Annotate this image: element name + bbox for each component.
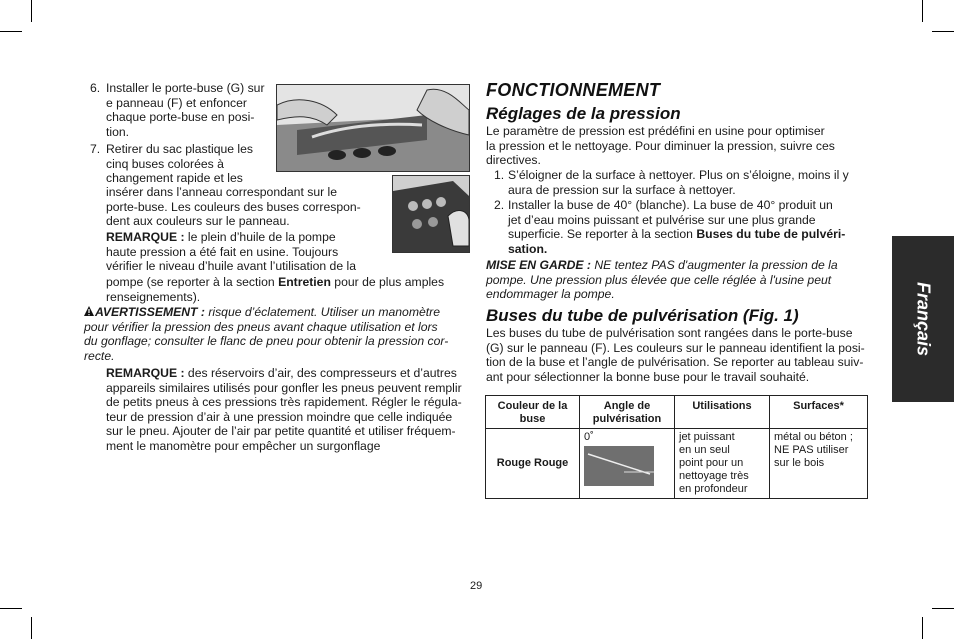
- remarque-oil: REMARQUE : le plein d’huile de la pompe haute pression a été fait en usine. Toujours vérifier le niveau d’huile avant l’utilisation de la: [106, 230, 356, 274]
- crop-mark: [932, 608, 954, 609]
- pression-step-1: S’éloigner de la surface à nettoyer. Plus on s’éloigne, moins il y aura de pression sur la surface à nettoyer.: [508, 168, 849, 197]
- table-header: Angle de pulvérisation: [580, 396, 675, 429]
- table-header: Couleur de la buse: [486, 396, 580, 429]
- language-tab: [892, 236, 954, 402]
- crop-mark: [922, 0, 923, 22]
- table-header: Utilisations: [675, 396, 770, 429]
- remarque-air: REMARQUE : des réservoirs d’air, des compresseurs et d’autres appareils similaires utilisés pour gonfler les pneus peuvent remplir de petits pneus à ces pressions très rapidement. Régler le régula- teur de pression d’air à une pression moindre que celle indiquée sur le pneu. Ajouter de l’air par petite quantité et utiliser fréquem- ment le manomètre pour empêcher un surgonflage: [106, 366, 462, 453]
- page-number: 29: [470, 580, 483, 592]
- step-number: 2.: [494, 198, 505, 212]
- crop-mark: [932, 31, 954, 32]
- crop-mark: [31, 0, 32, 22]
- remarque-oil-cont: pompe (se reporter à la section Entretien pour de plus amples renseignements).: [106, 275, 445, 304]
- section-title: FONCTIONNEMENT: [486, 80, 661, 100]
- mise-en-garde: MISE EN GARDE : NE tentez PAS d'augmenter la pression de la pompe. Une pression plus élevée que celle réglée à l'usine peut endommager la pompe.: [486, 258, 838, 302]
- step-7-text: Retirer du sac plastique les cinq buses colorées à changement rapide et les: [106, 142, 253, 186]
- nozzle-angle-cell: [580, 429, 675, 499]
- item-number: 6.: [90, 81, 101, 95]
- nozzle-table: [485, 395, 868, 499]
- nozzle-ring-illustration: [392, 175, 470, 253]
- step-number: 1.: [494, 168, 505, 182]
- warning-text: AVERTISSEMENT : risque d’éclatement. Utiliser un manomètre pour vérifier la pression des pneus avant chaque utilisation et lors du gonflage; consulter le flanc de pneu pour obtenir la pression cor- recte.: [84, 305, 449, 363]
- heading-pression: Réglages de la pression: [486, 104, 681, 123]
- nozzle-uses: jet puissant en un seul point pour un nettoyage très en profondeur: [675, 429, 770, 499]
- nozzle-color: Rouge Rouge: [486, 429, 580, 499]
- spray-pattern-image: [584, 446, 654, 486]
- table-row: [486, 429, 868, 499]
- item-number: 7.: [90, 142, 101, 156]
- crop-mark: [0, 608, 22, 609]
- nozzle-surfaces: métal ou béton ; NE PAS utiliser sur le bois: [770, 429, 868, 499]
- buses-intro: Les buses du tube de pulvérisation sont rangées dans le porte-buse (G) sur le panneau (F). Les couleurs sur le panneau identifient la posi- tion de la buse et l’angle de pulvérisation. Se reporter au tableau suiv- ant pour sélectionner la bonne buse pour le travail souhaité.: [486, 326, 865, 384]
- nozzle-holder-illustration: [276, 84, 470, 172]
- language-tab-label: Français: [913, 281, 934, 357]
- crop-mark: [922, 617, 923, 639]
- heading-buses: Buses du tube de pulvérisation (Fig. 1): [486, 306, 799, 325]
- nozzle-angle: 0˚: [584, 431, 594, 443]
- pression-step-2: Installer la buse de 40° (blanche). La buse de 40° produit un jet d’eau moins puissant et pulvérise sur une plus grande superficie. Se reporter à la section Buses du tube de pulvéri- sation.: [508, 198, 846, 256]
- step-6-text: Installer le porte-buse (G) sur e panneau (F) et enfoncer chaque porte-buse en posi- tion.: [106, 81, 265, 139]
- crop-mark: [31, 617, 32, 639]
- pression-intro: Le paramètre de pression est prédéfini en usine pour optimiser la pression et le nettoyage. Pour diminuer la pression, suivre ces directives.: [486, 124, 835, 168]
- table-header: Surfaces*: [770, 396, 868, 429]
- step-7-continuation: insérer dans l’anneau correspondant sur le porte-buse. Les couleurs des buses correspon- dent aux couleurs sur le panneau.: [106, 185, 361, 229]
- table-header-row: [486, 396, 868, 429]
- crop-mark: [0, 31, 22, 32]
